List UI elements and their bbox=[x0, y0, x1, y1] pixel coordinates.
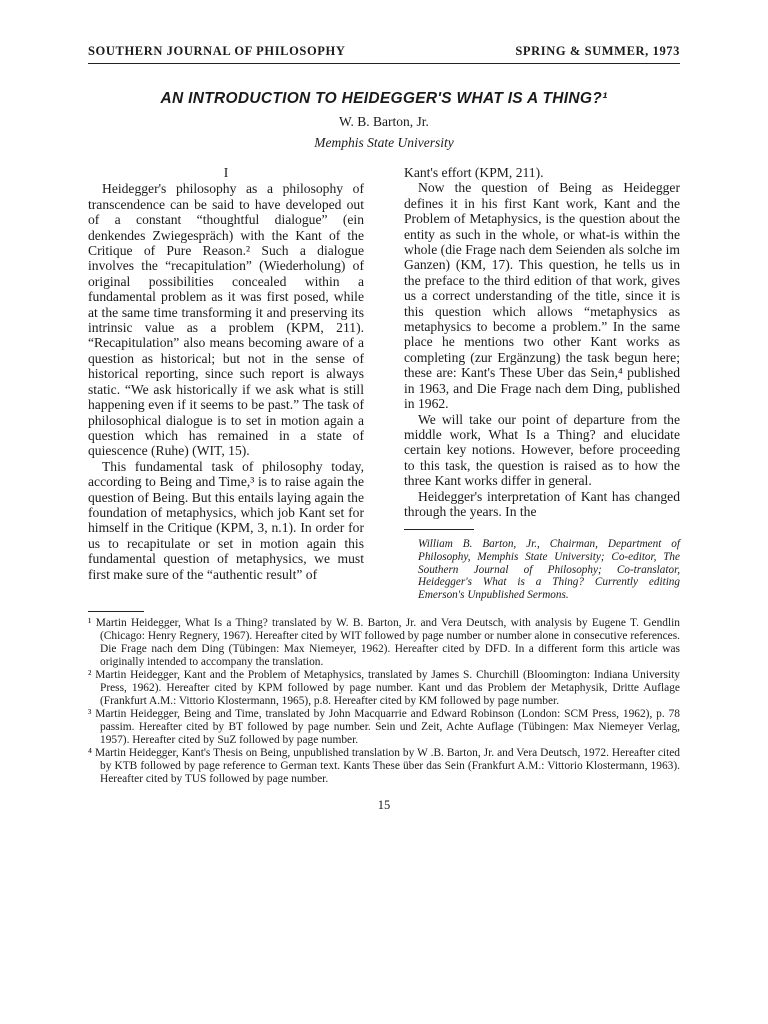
footnote: ² Martin Heidegger, Kant and the Problem of Metaphysics, translated by James S. Churchill (Bloomington: Indiana University Press, 1962). Hereafter cited by KPM followed by page number. Kant und das Problem der Metaphysik, Dritte Auflage (Frankfurt A.M.: Vittorio Klostermann, 1965), p.8. Hereafter cited by KM followed by page number. bbox=[88, 669, 680, 708]
left-column bbox=[88, 165, 364, 601]
footnote-divider bbox=[88, 611, 144, 612]
page-number: 15 bbox=[377, 798, 391, 813]
footnote: ⁴ Martin Heidegger, Kant's Thesis on Being, unpublished translation by W .B. Barton, Jr. and Vera Deutsch, 1972. Hereafter cited by KTB followed by page reference to German text. Kants These über das Sein (Frankfurt A.M.: Vittorio Klostermann, 1963). Hereafter cited by TUS followed by page number. bbox=[88, 747, 680, 786]
running-head bbox=[88, 44, 680, 64]
bio-divider bbox=[404, 529, 474, 530]
paragraph: We will take our point of departure from the middle work, What Is a Thing? and elucidate certain key notions. However, before proceeding to this task, the question is raised as to how the three Kant works differ in general. bbox=[404, 411, 680, 489]
issue-date: SPRING & SUMMER, 1973 bbox=[515, 44, 680, 58]
right-column bbox=[404, 165, 680, 601]
footnote: ³ Martin Heidegger, Being and Time, translated by John Macquarrie and Edward Robinson (London: SCM Press, 1962), p. 78 passim. Hereafter cited by BT followed by page number. Sein und Zeit, Achte Auflage (Tübingen: Max Niemeyer Verlag, 1957). Hereafter cited by SuZ followed by page number. bbox=[88, 708, 680, 747]
paragraph: Heidegger's philosophy as a philosophy of transcendence can be said to have developed out of a constant “thoughtful dialogue” (ein denkendes Zwiegespräch) with the Kant of the Critique of Pure Reason.² Such a dialogue involves the “recapitulation” (Wiederholung) of original possibilities concealed within a fundamental problem as it was first posed, while at the same time transforming it and preserving its intrinsic value as a problem (KPM, 211). “Recapitulation” also means becoming aware of a question as historical; but not in the sense of historical reporting, since such report is always static. “We ask historically if we ask what is still happening even if it seems to be past.” The task of philosophical dialogue is to set in motion again a question which has remained in a state of quiescence (Ruhe) (WIT, 15). bbox=[88, 181, 364, 459]
paragraph: Heidegger's interpretation of Kant has changed through the years. In the bbox=[404, 488, 680, 519]
journal-page bbox=[88, 44, 680, 813]
footnotes bbox=[88, 617, 680, 786]
author-affiliation: Memphis State University bbox=[314, 135, 454, 150]
article-author: W. B. Barton, Jr. bbox=[339, 114, 429, 129]
footnote: ¹ Martin Heidegger, What Is a Thing? translated by W. B. Barton, Jr. and Vera Deutsch, with analysis by Eugene T. Gendlin (Chicago: Henry Regnery, 1967). Hereafter cited by WIT followed by page number or number alone in consecutive references. Die Frage nach dem Ding (Tübingen: Max Niemeyer, 1962). Hereafter cited by DFD. In a different form this article was originally intended to accompany the translation. bbox=[88, 617, 680, 669]
paragraph: This fundamental task of philosophy today, according to Being and Time,³ is to raise again the question of Being. But this entails laying again the foundation of metaphysics, which job Kant set for himself in the Critique (KPM, 3, n.1). In order for us to recapitulate or set in motion again this fundamental question of metaphysics, we must first make sure of the “authentic result” of bbox=[88, 458, 364, 582]
author-bio: William B. Barton, Jr., Chairman, Department of Philosophy, Memphis State University; Co-editor, The Southern Journal of Philosophy; Co-translator, Heidegger's What is a Thing? Currently editing Emerson's Unpublished Sermons. bbox=[418, 538, 680, 601]
body-columns bbox=[88, 165, 680, 601]
section-number: I bbox=[223, 165, 229, 180]
paragraph: Now the question of Being as Heidegger defines it in his first Kant work, Kant and the Problem of Metaphysics, is the question about the entity as such in the whole, or what-is within the whole (die Frage nach dem Seienden als solche im Ganzen) (KM, 17). This question, he tells us in the preface to the third edition of that work, gives us a correct understanding of the title, since it is this question which allows “metaphysics as metaphysics to become a problem.” In the same place he mentions two other Kant works as completing (zur Ergänzung) the task begun here; these are: Kant's These Uber das Sein,⁴ published in 1963, and Die Frage nach dem Ding, published in 1962. bbox=[404, 180, 680, 412]
paragraph: Kant's effort (KPM, 211). bbox=[404, 165, 544, 180]
article-title: AN INTRODUCTION TO HEIDEGGER'S WHAT IS A THING?¹ bbox=[160, 90, 608, 107]
journal-name: SOUTHERN JOURNAL OF PHILOSOPHY bbox=[88, 44, 346, 58]
